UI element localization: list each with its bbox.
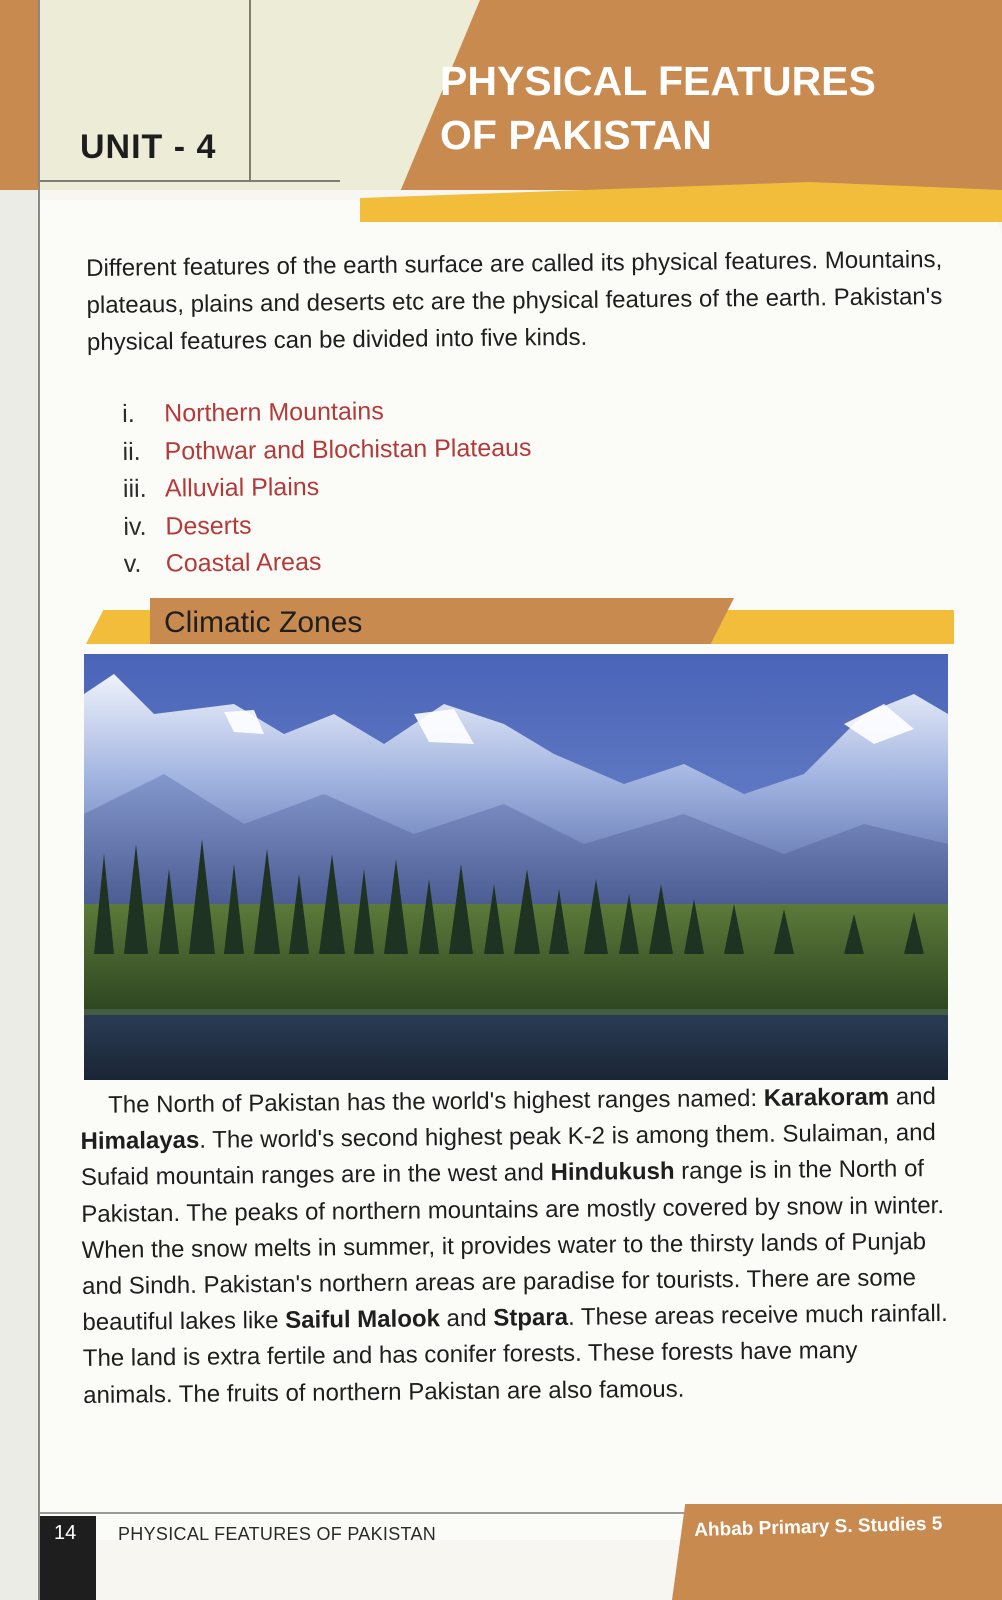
mountain-landscape-photo [84, 654, 948, 1080]
unit-label: UNIT - 4 [80, 128, 217, 166]
bold-term-karakoram: Karakoram [763, 1083, 890, 1112]
section-title: Climatic Zones [164, 606, 363, 639]
left-margin [0, 0, 40, 1600]
list-item [123, 502, 723, 546]
list-text: Pothwar and Blochistan Plateaus [164, 433, 532, 466]
body-text-span: and [889, 1083, 937, 1111]
list-number: ii. [122, 437, 141, 466]
list-text: Deserts [165, 511, 252, 541]
bold-term-stpara: Stpara [493, 1304, 569, 1332]
list-number: iii. [122, 474, 147, 503]
margin-rule [38, 0, 40, 1600]
body-text-span: and [439, 1304, 494, 1333]
footer-chapter-title: PHYSICAL FEATURES OF PAKISTAN [118, 1524, 437, 1544]
list-text: Alluvial Plains [164, 472, 320, 503]
footer-book-title: Ahbab Primary S. Studies 5 [694, 1513, 943, 1541]
list-number: i. [122, 399, 135, 428]
bold-term-himalayas: Himalayas [80, 1126, 200, 1156]
intro-paragraph: Different features of the earth surface are called its physical features. Mountains, plateaus, plains and deserts etc are the physical features of the earth. Pakistan's physical features can be divided into five kinds. [86, 246, 943, 356]
body-paragraph [80, 1079, 953, 1414]
list-number: v. [123, 549, 142, 578]
header-divider [249, 0, 251, 180]
body-text-span: . These areas receive much rainfall. The land is extra fertile and has conifer forests. These forests have many animals. The fruits of northern Pakistan are also famous. [82, 1300, 948, 1409]
feature-list [122, 390, 724, 584]
bold-term-saiful-malook: Saiful Malook [285, 1305, 441, 1335]
list-item [122, 390, 722, 434]
list-item [122, 427, 722, 471]
body-text-span: The North of Pakistan has the world's highest ranges named: [108, 1084, 764, 1119]
body-text-span: range is in the North of Pakistan. The peaks of northern mountains are mostly covered by snow in winter. When the snow melts in summer, it provides water to the thirsty lands of Punjab and Sindh. Pakistan's northern areas are paradise for tourists. There are some beautiful lakes like [81, 1155, 945, 1337]
list-item [124, 540, 724, 584]
header-edge-strip [0, 0, 40, 190]
list-number: iv. [123, 512, 147, 541]
page-number: 14 [54, 1522, 77, 1544]
title-line-1: PHYSICAL FEATURES [440, 58, 876, 104]
header-underline [40, 180, 340, 182]
bold-term-hindukush: Hindukush [550, 1158, 675, 1187]
title-line-2: OF PAKISTAN [440, 112, 712, 158]
body-text-span: . The world's second highest peak K-2 is among them. Sulaiman, and Sufaid mountain ranges are in the west and [80, 1119, 936, 1192]
list-text: Northern Mountains [164, 397, 384, 428]
page-title [440, 54, 876, 162]
list-text: Coastal Areas [165, 547, 322, 578]
list-item [123, 465, 723, 509]
